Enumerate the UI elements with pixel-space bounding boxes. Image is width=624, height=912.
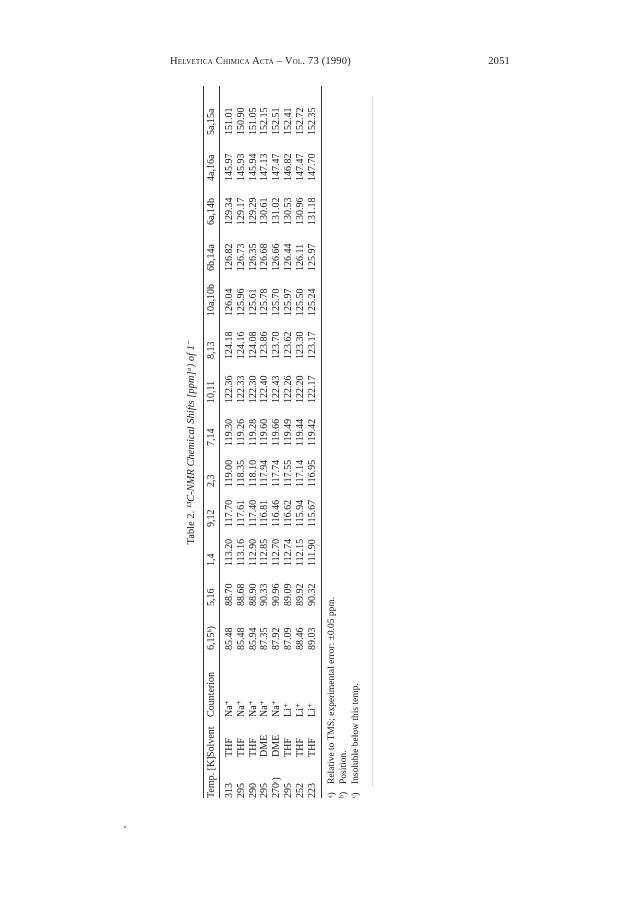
table-cell: 90.96 [271, 583, 283, 606]
table-cell: 123.17 [306, 331, 318, 359]
table-cell: 115.94 [294, 499, 306, 527]
table-cell: 295 [259, 783, 271, 798]
table-cell: 85.48 [235, 627, 247, 650]
table-cell: THF [294, 738, 306, 757]
table-cell: 145.94 [247, 153, 259, 181]
table-cell: 119.28 [247, 418, 259, 446]
table-cell: 123.62 [283, 331, 294, 359]
table-cell: 112.15 [294, 538, 306, 566]
table-cell: 113.20 [224, 538, 235, 566]
table-cell: 124.16 [235, 331, 247, 359]
table-cell: 122.30 [247, 375, 259, 403]
table-cell: 115.67 [306, 499, 318, 527]
column-header: Counterion [206, 672, 217, 717]
table-cell: Na⁺ [271, 700, 283, 717]
table-cell: 87.09 [283, 627, 294, 650]
table-cell: 122.26 [283, 375, 294, 403]
table-cell: 119.42 [306, 418, 318, 446]
column-header: 1,4 [206, 553, 217, 566]
table-cell: 90.33 [259, 583, 271, 606]
table-cell: 116.62 [283, 499, 294, 527]
table-cell: 295 [283, 783, 294, 798]
table-cell: 131.02 [271, 197, 283, 225]
table-cell: 90.32 [306, 583, 318, 606]
table-cell: 126.11 [294, 243, 306, 271]
table-cell: 129.17 [235, 197, 247, 225]
table-cell: 129.34 [224, 197, 235, 225]
table-cell: 122.33 [235, 375, 247, 403]
column-header: 2,3 [206, 474, 217, 487]
table-cell: 126.44 [283, 243, 294, 271]
table-cell: 119.60 [259, 418, 271, 446]
table-cell: 89.03 [306, 627, 318, 650]
table-cell: 122.36 [224, 375, 235, 403]
column-header: 9,12 [206, 509, 217, 527]
table-cell: 123.86 [259, 331, 271, 359]
column-header: 6,15ᵇ) [206, 626, 217, 650]
column-header: 5a,15a [206, 108, 217, 135]
table-cell: 252 [294, 783, 306, 798]
table-cell: 124.18 [224, 331, 235, 359]
table-cell: 151.01 [224, 107, 235, 135]
table-cell: DME [271, 734, 283, 757]
table-caption-text: ¹³C-NMR Chemical Shifts [ppm]ᵃ) of 1⁻ [186, 339, 197, 509]
table-cell: 129.29 [247, 197, 259, 225]
table-cell: 152.15 [259, 107, 271, 135]
table-cell: 126.04 [224, 288, 235, 316]
table-cell: 88.90 [247, 583, 259, 606]
column-header: 6a,14b [206, 198, 217, 225]
table-cell: 85.94 [247, 627, 259, 650]
table-cell: Na⁺ [224, 700, 235, 717]
table-cell: 126.68 [259, 243, 271, 271]
table-cell: 125.61 [247, 288, 259, 316]
table-cell: 118.35 [235, 459, 247, 487]
table-cell: 126.73 [235, 243, 247, 271]
footnote [339, 750, 349, 798]
footnote-mark: ᶜ) [351, 792, 361, 798]
table-cell: 145.97 [224, 153, 235, 181]
table-cell: THF [235, 738, 247, 757]
footnote-mark: ᵇ) [339, 791, 349, 798]
nmr-table-block [185, 86, 373, 798]
footnote [327, 597, 337, 798]
table-cell: 117.70 [224, 499, 235, 527]
table-cell: 88.46 [294, 627, 306, 650]
page-number: 2051 [488, 56, 510, 67]
table-caption [185, 86, 197, 798]
table-cell: 116.81 [259, 499, 271, 527]
table-cell: 89.92 [294, 583, 306, 606]
table-cell: Na⁺ [247, 700, 259, 717]
table-cell: 111.90 [306, 539, 318, 566]
scan-speck [124, 826, 126, 828]
table-cell: 88.70 [224, 583, 235, 606]
table-cell: Na⁺ [259, 700, 271, 717]
table-cell: 126.66 [271, 243, 283, 271]
table-cell: 119.26 [235, 418, 247, 446]
table-cell: 112.74 [283, 538, 294, 566]
table-cell: 89.09 [283, 583, 294, 606]
table-cell: 147.70 [306, 153, 318, 181]
table-cell: 117.40 [247, 499, 259, 527]
column-header: 4a,16a [206, 154, 217, 181]
column-header: 5,16 [206, 588, 217, 606]
table-cell: 130.96 [294, 197, 306, 225]
footnote-text: Position. [339, 750, 349, 784]
table-cell: 152.41 [283, 107, 294, 135]
table-cell: THF [283, 738, 294, 757]
table-cell: THF [306, 738, 318, 757]
table-cell: 152.35 [306, 107, 318, 135]
column-header: Solvent [206, 726, 217, 757]
table-cell: 125.50 [294, 288, 306, 316]
table-cell: 125.78 [259, 288, 271, 316]
table-cell: 130.53 [283, 197, 294, 225]
table-cell: 126.82 [224, 243, 235, 271]
column-header: 6b,14a [206, 244, 217, 271]
footnote-mark: ᵃ) [327, 792, 337, 798]
table-cell: 119.00 [224, 459, 235, 487]
table-cell: 145.93 [235, 153, 247, 181]
table-cell: 130.61 [259, 197, 271, 225]
table-cell: 270ᶜ) [271, 777, 283, 798]
table-cell: 123.70 [271, 331, 283, 359]
table-cell: 124.08 [247, 331, 259, 359]
table-cell: 147.47 [294, 153, 306, 181]
table-cell: 122.40 [259, 375, 271, 403]
table-cell: 150.90 [235, 107, 247, 135]
footnote [351, 683, 361, 798]
journal-title: Helvetica Chimica Acta – Vol. 73 (1990) [170, 56, 351, 67]
column-header: 8,13 [206, 341, 217, 359]
table-cell: 87.35 [259, 627, 271, 650]
table-cell: 147.47 [271, 153, 283, 181]
table-cell: 125.97 [306, 243, 318, 271]
table-cell: THF [224, 738, 235, 757]
table-cell: 117.61 [235, 499, 247, 527]
column-header: 10,11 [206, 380, 217, 403]
table-cell: 117.74 [271, 459, 283, 487]
table-cell: 313 [224, 783, 235, 798]
table-cell: Li⁺ [294, 702, 306, 717]
column-header: 10a,10b [206, 284, 217, 316]
table-cell: 119.49 [283, 418, 294, 446]
table-cell: 131.18 [306, 197, 318, 225]
table-cell: 122.43 [271, 375, 283, 403]
table-cell: 112.70 [271, 538, 283, 566]
table-cell: 126.35 [247, 243, 259, 271]
table-cell: THF [247, 738, 259, 757]
table-cell: 151.05 [247, 107, 259, 135]
table-cell: 116.95 [306, 459, 318, 487]
table-cell: 88.68 [235, 583, 247, 606]
table-cell: Na⁺ [235, 700, 247, 717]
table-bottom-rule [321, 86, 322, 798]
table-cell: 117.55 [283, 459, 294, 487]
table-cell: 123.30 [294, 331, 306, 359]
table-cell: 116.46 [271, 499, 283, 527]
table-cell: Li⁺ [283, 702, 294, 717]
table-cell: 223 [306, 783, 318, 798]
table-cell: 117.94 [259, 459, 271, 487]
table-cell: 125.70 [271, 288, 283, 316]
table-cell: 119.66 [271, 418, 283, 446]
table-cell: 152.51 [271, 107, 283, 135]
table-cell: 118.10 [247, 459, 259, 487]
column-header: Temp. [K] [206, 756, 217, 798]
table-cell: 146.82 [283, 153, 294, 181]
table-cell: 113.16 [235, 538, 247, 566]
table-header-rule [219, 86, 220, 798]
table-cell: 295 [235, 783, 247, 798]
table-cell: 119.30 [224, 418, 235, 446]
table-cell: 112.85 [259, 538, 271, 566]
table-cell: 117.14 [294, 459, 306, 487]
table-cell: 125.24 [306, 288, 318, 316]
table-cell: 112.90 [247, 538, 259, 566]
table-cell: 125.96 [235, 288, 247, 316]
table-title: Table 2. [186, 510, 197, 545]
table-cell: 119.44 [294, 418, 306, 446]
table-cell: 87.92 [271, 627, 283, 650]
table-top-rule [203, 86, 204, 798]
table-cell: Li⁺ [306, 702, 318, 717]
table-cell: 125.97 [283, 288, 294, 316]
table-cell: 122.20 [294, 375, 306, 403]
table-cell: 152.72 [294, 107, 306, 135]
table-cell: 290 [247, 783, 259, 798]
table-cell: 147.13 [259, 153, 271, 181]
column-header: 7,14 [206, 428, 217, 446]
table-cell: 122.17 [306, 375, 318, 403]
footnote-text: Insoluble below this temp. [351, 683, 361, 784]
table-cell: DME [259, 734, 271, 757]
table-cell: 85.48 [224, 627, 235, 650]
footnote-text: Relative to TMS; experimental error: ±0.05 ppm. [327, 596, 337, 784]
